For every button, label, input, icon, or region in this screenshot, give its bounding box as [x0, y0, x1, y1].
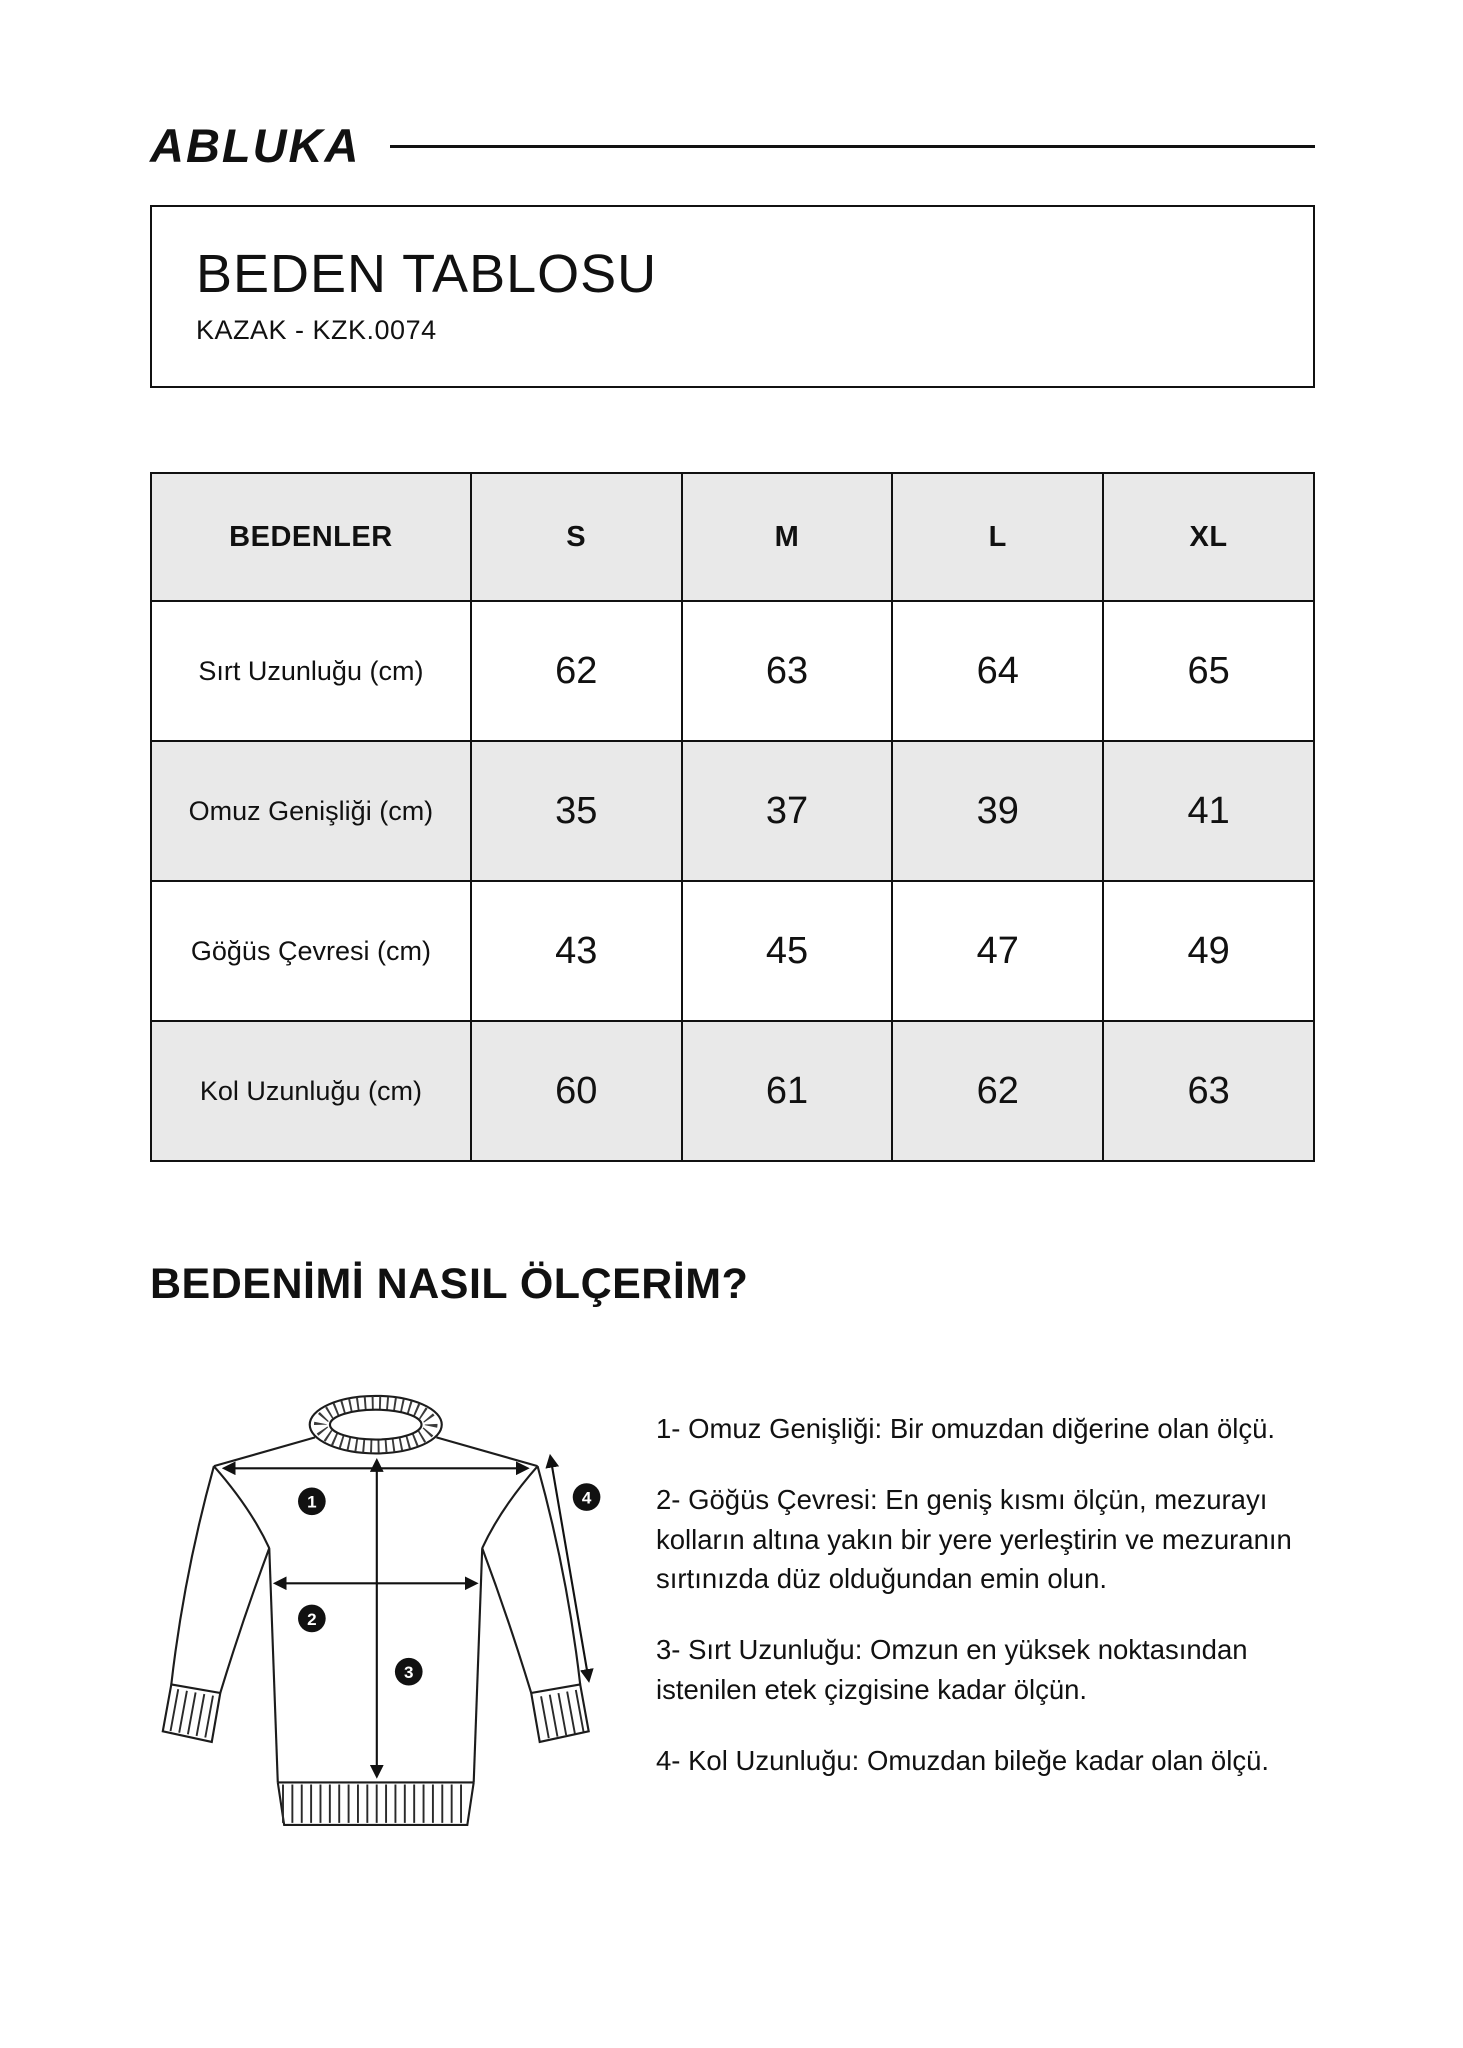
cell-value: 45 — [682, 881, 893, 1021]
size-table — [150, 472, 1315, 1162]
marker-2-number: 2 — [307, 1609, 317, 1629]
table-row-back-length — [151, 601, 1314, 741]
instruction-sleeve: 4- Kol Uzunluğu: Omuzdan bileğe kadar olan ölçü. — [656, 1744, 1270, 1776]
table-row-shoulder-width — [151, 741, 1314, 881]
column-header-m: M — [682, 473, 893, 601]
column-header-xl: XL — [1103, 473, 1314, 601]
measurement-instructions — [656, 1365, 1315, 1812]
size-table-header-row — [151, 473, 1314, 601]
section-title: BEDENİMİ NASIL ÖLÇERİM? — [150, 1260, 749, 1308]
cell-value: 61 — [682, 1021, 893, 1161]
measure-section — [150, 1365, 1315, 1874]
instruction-chest: 2- Göğüs Çevresi: En geniş kısmı ölçün, mezurayı kolların altına yakın bir yere yerleştirin ve mezuranın sırtınızda düz olduğundan emin olun. — [656, 1484, 1292, 1594]
table-row-sleeve-length — [151, 1021, 1314, 1161]
cell-value: 35 — [471, 741, 682, 881]
brand-logo: ABLUKA — [150, 119, 361, 172]
cell-value: 65 — [1103, 601, 1314, 741]
page-title: BEDEN TABLOSU — [196, 244, 658, 304]
row-label: Kol Uzunluğu (cm) — [151, 1021, 471, 1161]
sweater-collar — [310, 1396, 442, 1453]
product-code: KAZAK - KZK.0074 — [196, 315, 437, 345]
cell-value: 41 — [1103, 741, 1314, 881]
cell-value: 43 — [471, 881, 682, 1021]
row-label: Omuz Genişliği (cm) — [151, 741, 471, 881]
table-row-chest — [151, 881, 1314, 1021]
sweater-measurement-diagram — [150, 1365, 610, 1874]
instruction-back: 3- Sırt Uzunluğu: Omzun en yüksek noktasından istenilen etek çizgisine kadar ölçün. — [656, 1634, 1248, 1705]
title-box — [150, 205, 1315, 388]
marker-3-number: 3 — [404, 1663, 414, 1683]
cell-value: 64 — [892, 601, 1103, 741]
marker-4-number: 4 — [581, 1488, 592, 1508]
column-header-s: S — [471, 473, 682, 601]
cell-value: 37 — [682, 741, 893, 881]
diagram-markers — [298, 1483, 600, 1685]
sweater-ribbing — [173, 1710, 584, 1804]
row-label: Sırt Uzunluğu (cm) — [151, 601, 471, 741]
cell-value: 47 — [892, 881, 1103, 1021]
sweater-diagram-svg — [150, 1365, 610, 1874]
column-header-sizes: BEDENLER — [151, 473, 471, 601]
marker-1-number: 1 — [307, 1492, 317, 1512]
brand-divider-line — [390, 145, 1315, 148]
cell-value: 63 — [1103, 1021, 1314, 1161]
cell-value: 62 — [471, 601, 682, 741]
brand-row — [150, 118, 1315, 173]
column-header-l: L — [892, 473, 1103, 601]
cell-value: 39 — [892, 741, 1103, 881]
cell-value: 60 — [471, 1021, 682, 1161]
cell-value: 62 — [892, 1021, 1103, 1161]
measurement-arrows — [225, 1457, 589, 1776]
cell-value: 49 — [1103, 881, 1314, 1021]
row-label: Göğüs Çevresi (cm) — [151, 881, 471, 1021]
cell-value: 63 — [682, 601, 893, 741]
instruction-shoulder: 1- Omuz Genişliği: Bir omuzdan diğerine olan ölçü. — [656, 1413, 1276, 1444]
